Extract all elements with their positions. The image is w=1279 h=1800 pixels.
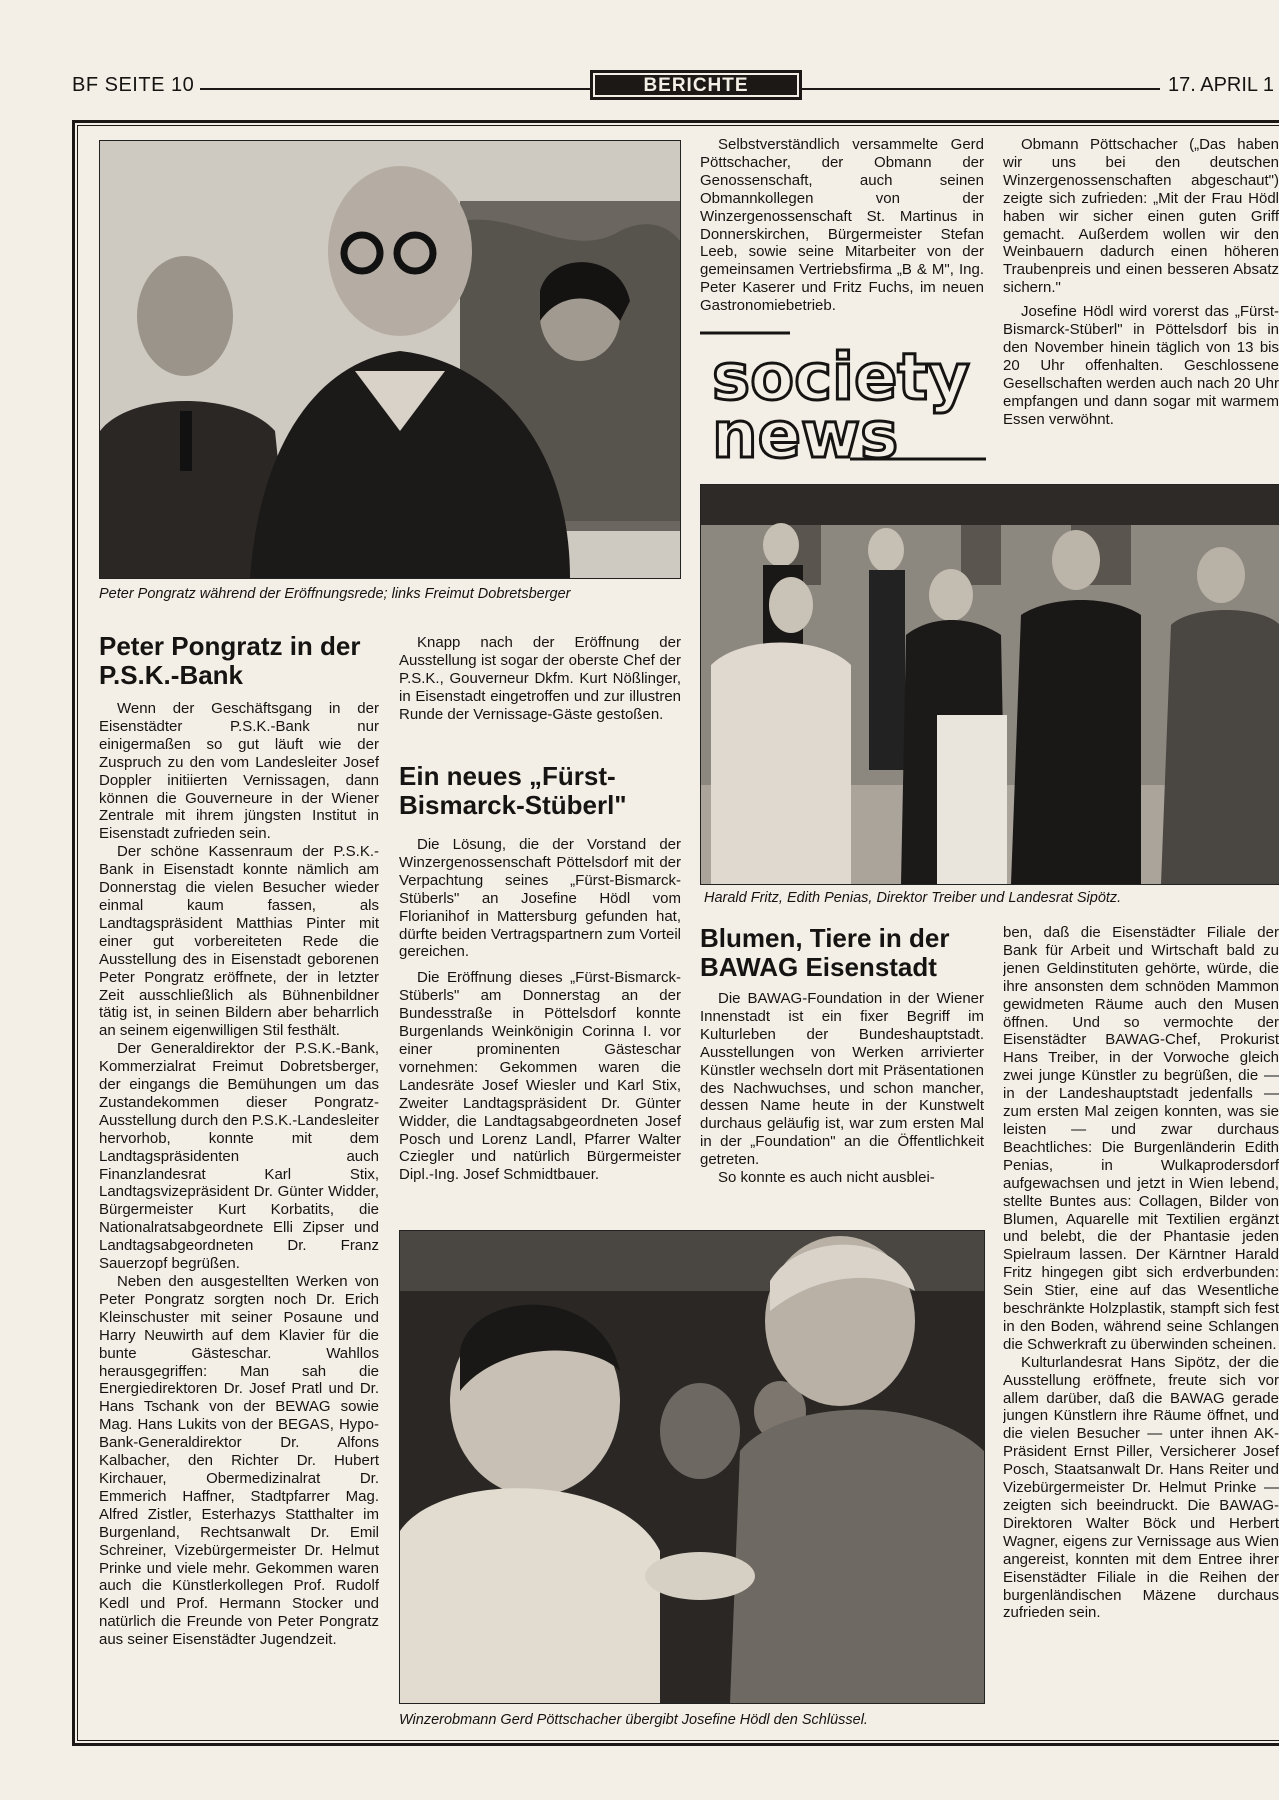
issue-date: 17. APRIL 1 [1168, 74, 1274, 96]
paragraph: Kulturlandesrat Hans Sipötz, der die Ausstellung eröffnete, freute sich vor allem darüber, daß die BAWAG gerade jungen Künstlern ihre Räume öffnet, und die vielen Besucher — unter ihnen AK-Präsident Ernst Piller, Versicherer Josef Posch, Staatsanwalt Dr. Hans Reiter und Vizebürgermeister Dr. Helmut Prinke — zeigten sich beeindruckt. Die BAWAG-Direktoren Walter Böck und Herbert Wagner, eigens zur Vernissage aus Wien angereist, konnten mit dem Entree ihrer Eisenstädter Filiale in die Reihen der burgenländischen Mäzene durchaus zufrieden sein. [1003, 1353, 1279, 1622]
photo-bawag-group-caption: Harald Fritz, Edith Penias, Direktor Treiber und Landesrat Sipötz. [704, 890, 1122, 906]
photo-bawag-group [700, 484, 1279, 885]
paragraph: Die Lösung, die der Vorstand der Winzergenossenschaft Pöttelsdorf mit der Verpachtung seines „Fürst-Bismarck-Stüberls" an Josefine Hödl vom Florianihof in Mattersburg gefunden hat, dürfte beiden Vertragspartnern zum Vorteil gereichen. [399, 836, 681, 961]
paragraph: Neben den ausgestellten Werken von Peter Pongratz sorgten noch Dr. Erich Kleinschuster mit seiner Posaune und Harry Neuwirth auf dem Klavier für die bunte Gästeschar. Wahllos herausgegriffen: Man sah die Energiedirektoren Dr. Josef Pratl und Dr. Hans Tschank von der BEWAG sowie Mag. Hans Lukits von der BEGAS, Hypo-Bank-Generaldirektor Dr. Alfons Kalbacher, den Richter Dr. Hubert Kirchauer, Obermedizinalrat Dr. Emmerich Haffner, Stadtpfarrer Mag. Alfred Zistler, Esterhazys Statthalter im Burgenland, Rechtsanwalt Dr. Emil Schreiner, Vizebürgermeister Dr. Helmut Prinke und viele mehr. Gekommen waren auch die Künstlerkollegen Prof. Rudolf Kedl und Prof. Hermann Stocker und natürlich die Freunde von Peter Pongratz aus seiner Eisenstädter Jugendzeit. [99, 1273, 379, 1649]
article-top-col4 [1003, 136, 1279, 474]
article-bawag-col4 [1003, 924, 1279, 1730]
photo-key-handover-caption: Winzerobmann Gerd Pöttschacher übergibt Josefine Hödl den Schlüssel. [399, 1712, 868, 1728]
paragraph: Selbstverständlich versammelte Gerd Pöttschacher, der Obmann der Genossenschaft, auch seinen Obmannkollegen von der Winzergenossenschaft St. Martinus in Donnerskirchen, Bürgermeister Stefan Leeb, sowie seine Mitarbeiter von der gemeinsamen Vertriebsfirma „B & M", Ing. Peter Kaserer und Fritz Fuchs, im neuen Gastronomiebetrieb. [700, 136, 984, 315]
paragraph: ben, daß die Eisenstädter Filiale der Bank für Arbeit und Wirtschaft bald zu jenen Geldinstituten gehörte, würde, die ihre ansonsten dem schnöden Mammon gewidmeten Räume auch den Musen öffnen. Und so vermochte der Eisenstädter BAWAG-Chef, Prokurist Hans Treiber, in der Vorwoche gleich zwei junge Künstler zu begrüßen, die — in der Landeshauptstadt jedenfalls — zum ersten Mal zeigen konnten, was sie leisten — und zwar durchaus Beachtliches: Die Burgenländerin Edith Penias, in Wulkaprodersdorf aufgewachsen und jetzt in Wien lebend, stellte Buntes aus: Collagen, Bilder von Blumen, Aquarelle mit Textilien ergänzt und belebt, die der Phantasie jeden Spielraum lassen. Der Kärntner Harald Fritz hingegen gibt sich erdverbunden: Sein Stier, eine auf das Wesentliche beschränkte Holzplastik, stampft sich fest in den Boden, während seine Schlangen die Schwerkraft zu überwinden scheinen. [1003, 924, 1279, 1353]
section-label: BERICHTE [595, 75, 797, 95]
article-pongratz-body [99, 700, 379, 1730]
paragraph: Knapp nach der Eröffnung der Ausstellung ist sogar der oberste Chef der P.S.K., Gouverneur Dkfm. Kurt Nößlinger, in Eisenstadt eingetroffen und zur illustren Runde der Vernissage-Gäste gestoßen. [399, 634, 681, 722]
header-rule-right [802, 88, 1160, 90]
article-top-col3 [700, 136, 984, 318]
paragraph: Der schöne Kassenraum der P.S.K.-Bank in Eisenstadt konnte nämlich am Donnerstag die vielen Besucher wieder einmal kaum fassen, als Landtagspräsident Matthias Pinter mit einer gut vorbereiteten Rede die Ausstellung des in Eisenstadt geborenen Peter Pongratz eröffnete, der in letzter Zeit ausschließlich als Bühnenbildner tätig ist, in seinen Bildern aber beharrlich an seinem eigenwilligen Stil festhält. [99, 843, 379, 1040]
paragraph: Der Generaldirektor der P.S.K.-Bank, Kommerzialrat Freimut Dobretsberger, der eingangs die Bemühungen um das Zustandekommen dieser Pongratz-Ausstellung durch den P.S.K.-Landesleiter hervorhob, konnte mit dem Landtagspräsidenten auch Finanzlandesrat Karl Stix, Landtagsvizepräsident Dr. Günter Widder, Bürgermeister Kurt Korbatits, die Nationalratsabgeordnete Elli Zipser und Landtagsabgeordneten Dr. Franz Sauerzopf begrüßen. [99, 1040, 379, 1273]
society-news-logo [700, 327, 986, 465]
paragraph: Wenn der Geschäftsgang in der Eisenstädter P.S.K.-Bank nur einigermaßen so gut läuft wie der Zuspruch zu den vom Landesleiter Josef Doppler initiierten Vernissagen, dann können die Gouverneure in der Wiener Zentrale mit ihrem jüngsten Institut in Eisenstadt zufrieden sein. [99, 700, 379, 843]
news-word: news [712, 399, 899, 465]
page-number: BF SEITE 10 [72, 74, 195, 96]
headline-pongratz: Peter Pongratz in der P.S.K.-Bank [99, 631, 361, 690]
photo-pongratz [99, 140, 681, 579]
header-rule-left [200, 88, 590, 90]
article-bawag-body [700, 990, 984, 1222]
photo-key-handover [399, 1230, 985, 1704]
society-word: society [712, 341, 970, 415]
article-col2-intro [399, 634, 681, 722]
paragraph: So konnte es auch nicht ausblei- [718, 1169, 935, 1187]
paragraph: Die Eröffnung dieses „Fürst-Bismarck-Stüberls" am Donnerstag an der Bundesstraße in Pöttelsdorf konnte Burgenlands Weinkönigin Corinna I. vor einer prominenten Gästeschar vornehmen: Gekommen waren die Landesräte Josef Wiesler und Karl Stix, Zweiter Landtagspräsident Dr. Günter Widder, die Landtagsabgeordneten Josef Posch und Lorenz Landl, Pfarrer Walter Cziegler und natürlich Bürgermeister Dipl.-Ing. Josef Schmidtbauer. [399, 969, 681, 1184]
paragraph: Josefine Hödl wird vorerst das „Fürst-Bismarck-Stüberl" in Pöttelsdorf bis in den November hinein täglich von 13 bis 20 Uhr offenhalten. Geschlossene Gesellschaften werden auch nach 20 Uhr empfangen und dann sogar mit warmem Essen verwöhnt. [1003, 303, 1279, 428]
section-label-box [590, 70, 802, 100]
headline-fuerst-bismarck: Ein neues „Fürst-Bismarck-Stüberl" [399, 761, 627, 820]
paragraph: Obmann Pöttschacher („Das haben wir uns bei den deutschen Winzergenossenschaften abgeschaut") zeigte sich zufrieden: „Mit der Frau Hödl haben wir sicher einen guten Griff gemacht. Außerdem wollen wir den Weinbauern dadurch einen höheren Traubenpreis und einen besseren Absatz sichern." [1003, 136, 1279, 297]
paragraph: Die BAWAG-Foundation in der Wiener Innenstadt ist ein fixer Begriff im Kulturleben der Bundeshauptstadt. Ausstellungen von Werken arrivierter Künstler wechseln dort mit Präsentationen des Nachwuchses, und schon mancher, dessen Name heute in der Kunstwelt durchaus geläufig ist, war zum ersten Mal in der „Foundation" an die Öffentlichkeit getreten. [700, 990, 984, 1169]
photo-pongratz-caption: Peter Pongratz während der Eröffnungsrede; links Freimut Dobretsberger [99, 586, 571, 602]
headline-bawag: Blumen, Tiere in der BAWAG Eisenstadt [700, 923, 950, 982]
article-fuerst-bismarck-body [399, 836, 681, 1236]
